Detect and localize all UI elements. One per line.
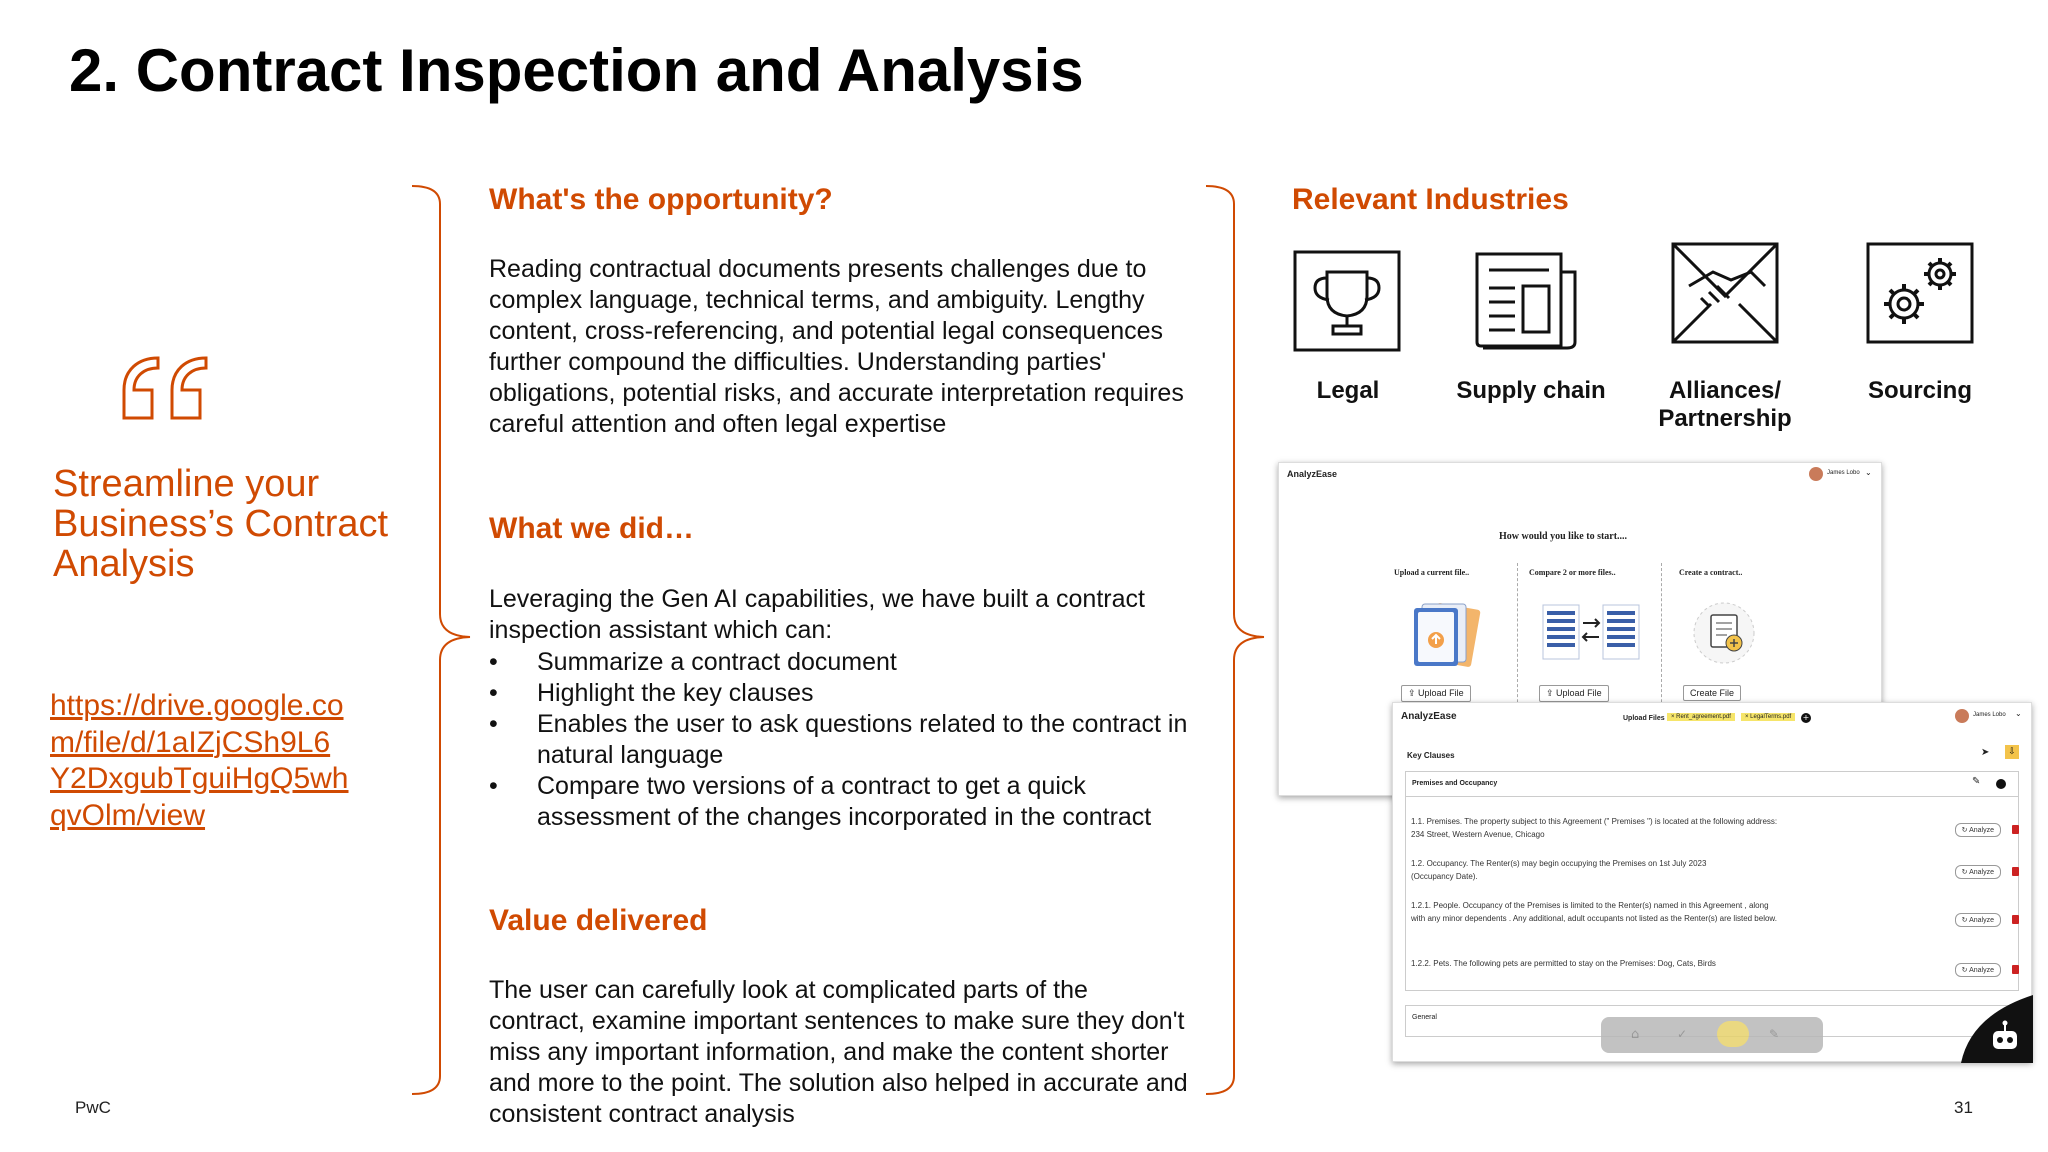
- list-item: • Compare two versions of a contract to get a quick assessment of the changes incorporated in the contract: [489, 771, 1199, 833]
- file-chip[interactable]: × LegalTerms.pdf: [1741, 713, 1795, 721]
- app-clauses-screenshot: [1392, 702, 2032, 1062]
- documents-icon[interactable]: [1717, 1021, 1749, 1047]
- chatbot-icon[interactable]: [1961, 995, 2033, 1068]
- industry-label-legal: Legal: [1316, 377, 1380, 404]
- upload-icon: ⇪: [1408, 688, 1419, 698]
- analyze-button[interactable]: ↻ Analyze: [1955, 823, 2001, 837]
- home-icon[interactable]: ⌂: [1631, 1027, 1640, 1042]
- opportunity-text: Reading contractual documents presents challenges due to complex language, technical terms, and ambiguity. Lengthy content, cross-referencing, and potential legal consequences further compound the difficulties. Understanding parties' obligations, potential risks, and accurate interpretation requires careful attention and often legal expertise: [489, 255, 1184, 438]
- analyze-button[interactable]: ↻ Analyze: [1955, 963, 2001, 977]
- value-text: The user can carefully look at complicated parts of the contract, examine important sentences to make sure they don't miss any important information, and make the content shorter and more to the point. The solution also helped in accurate and consistent contract analysis: [489, 976, 1188, 1128]
- divider: [1406, 796, 2018, 797]
- clause-text: 1.1. Premises. The property subject to this Agreement (" Premises ") is located at the following address: 234 Street, Western Avenue, Chicago: [1411, 817, 1778, 839]
- check-icon[interactable]: ✓: [1677, 1027, 1688, 1041]
- page-number: 31: [1954, 1098, 1973, 1117]
- handshake-icon: [1671, 242, 1779, 349]
- general-label: General: [1412, 1014, 1437, 1021]
- demo-link[interactable]: https://drive.google.com/file/d/1aIZjCSh9L6Y2DxgubTguiHgQ5whqvOlm/view: [50, 689, 349, 832]
- delete-icon[interactable]: [2012, 867, 2019, 876]
- tagline: Streamline your Business’s Contract Analysis: [53, 463, 389, 585]
- quote-icon: [118, 352, 212, 429]
- chevron-down-icon[interactable]: ⌄: [1865, 468, 1872, 477]
- gears-icon: [1866, 242, 1974, 349]
- capability-list: [489, 647, 1199, 833]
- upload-file-button[interactable]: ⇪ Upload File: [1401, 685, 1471, 702]
- what-we-did-heading: What we did…: [489, 512, 694, 545]
- list-item: • Enables the user to ask questions related to the contract in natural language: [489, 709, 1199, 771]
- delete-icon[interactable]: [2012, 825, 2019, 834]
- upload-icon: ⇪: [1546, 688, 1557, 698]
- left-brace: [410, 184, 478, 1096]
- list-item: • Summarize a contract document: [489, 647, 1199, 678]
- refresh-icon: ↻: [1961, 967, 1970, 974]
- refresh-icon: ↻: [1961, 917, 1970, 924]
- clause-group-title: Premises and Occupancy: [1412, 780, 1498, 787]
- user-name: James Lobo: [1973, 712, 2006, 718]
- app-name: AnalyzEase: [1401, 711, 1457, 722]
- analyze-button[interactable]: ↻ Analyze: [1955, 865, 2001, 879]
- industry-label-alliances: Alliances/ Partnership: [1658, 377, 1792, 432]
- list-item: • Highlight the key clauses: [489, 678, 1199, 709]
- upload-files-label: Upload Files: [1623, 715, 1665, 722]
- refresh-icon: ↻: [1961, 869, 1970, 876]
- delete-icon[interactable]: [2012, 915, 2019, 924]
- clause-text: 1.2.1. People. Occupancy of the Premises is limited to the Renter(s) named in this Agreement , along with any minor dependents . Any additional, adult occupants not listed as the Renter(s) are listed below.: [1411, 901, 1777, 923]
- edit-icon[interactable]: ✎: [1972, 776, 1981, 787]
- industries-heading: Relevant Industries: [1292, 183, 1569, 216]
- start-prompt: How would you like to start....: [1499, 531, 1628, 542]
- slide-title: 2. Contract Inspection and Analysis: [69, 37, 1084, 104]
- user-name: James Lobo: [1827, 470, 1860, 476]
- chevron-down-icon[interactable]: ⌄: [2015, 709, 2022, 718]
- right-brace: [1204, 184, 1272, 1096]
- industry-label-sourcing: Sourcing: [1867, 377, 1972, 404]
- option-label: Upload a current file..: [1394, 568, 1470, 577]
- refresh-icon: ↻: [1961, 827, 1970, 834]
- avatar: [1955, 709, 1969, 723]
- file-chip[interactable]: × Rent_agreement.pdf: [1667, 713, 1735, 721]
- app-name: AnalyzEase: [1287, 469, 1338, 479]
- create-file-button[interactable]: Create File: [1683, 685, 1741, 701]
- opportunity-heading: What's the opportunity?: [489, 183, 833, 216]
- create-contract-icon: [1689, 599, 1759, 672]
- analyze-button[interactable]: ↻ Analyze: [1955, 913, 2001, 927]
- key-clauses-title: Key Clauses: [1407, 751, 1455, 760]
- document-upload-icon: [1404, 598, 1484, 678]
- clause-text: 1.2.2. Pets. The following pets are permitted to stay on the Premises: Dog, Cats, Birds: [1411, 959, 1716, 968]
- clause-text: 1.2. Occupancy. The Renter(s) may begin occupying the Premises on 1st July 2023 (Occupancy Date).: [1411, 859, 1707, 881]
- add-file-icon[interactable]: +: [1802, 713, 1810, 722]
- compare-files-icon: [1541, 601, 1641, 668]
- industry-label-supply-chain: Supply chain: [1456, 377, 1606, 404]
- collapse-icon[interactable]: [1996, 779, 2006, 789]
- download-icon[interactable]: ⇩: [2005, 745, 2019, 759]
- option-label: Compare 2 or more files..: [1529, 568, 1616, 577]
- what-we-did-intro: Leveraging the Gen AI capabilities, we have built a contract inspection assistant which can:: [489, 585, 1145, 644]
- value-heading: Value delivered: [489, 904, 708, 937]
- send-icon[interactable]: ➤: [1981, 747, 1990, 758]
- option-label: Create a contract..: [1679, 568, 1743, 577]
- footer-brand: PwC: [75, 1098, 111, 1117]
- avatar: [1809, 467, 1823, 481]
- compare-upload-button[interactable]: ⇪ Upload File: [1539, 685, 1609, 702]
- delete-icon[interactable]: [2012, 965, 2019, 974]
- edit-icon[interactable]: ✎: [1769, 1027, 1780, 1041]
- trophy-icon: [1293, 250, 1401, 357]
- newspaper-icon: [1471, 250, 1581, 357]
- floating-toolbar: [1601, 1017, 1823, 1053]
